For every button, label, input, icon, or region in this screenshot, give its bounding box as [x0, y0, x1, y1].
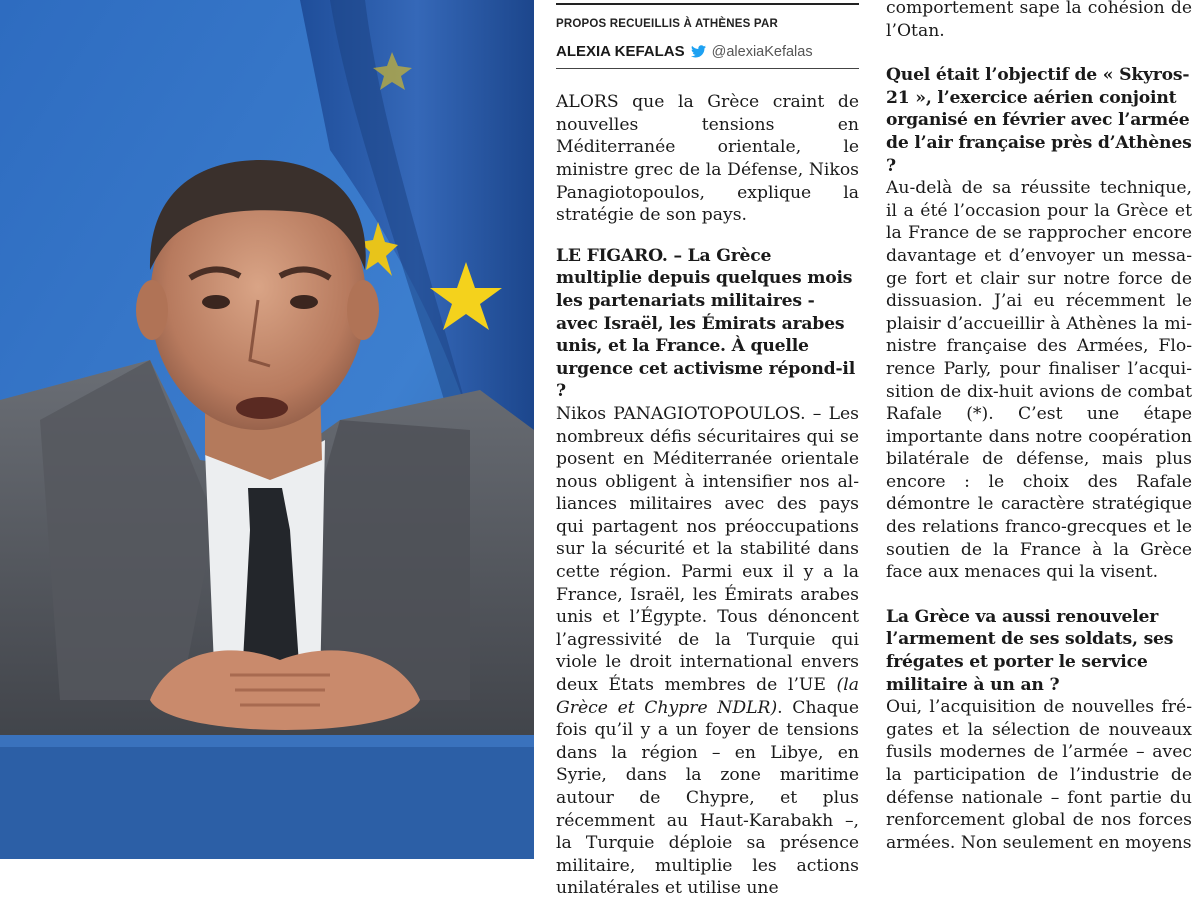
- answer-2: Au-delà de sa réussite technique, il a été l’occasion pour la Grèce et la France de se rapprocher encore davantage et d’envoyer un message fort et clair sur notre force de dissuasion. J’ai eu récemment le plaisir d’accueillir à Athènes la ministre française des Armées, Florence Parly, pour finaliser l’acquisition de dix-huit avions de combat Rafale (*). C’est une étape importante dans notre coopération bilatérale de défense, mais plus encore : le choix des Rafale démontre le caractère stratégique des relations franco-grecques et le soutien de la France à la Grèce face aux menaces qui la visent.: [886, 178, 1192, 583]
- author-handle[interactable]: @alexiaKefalas: [711, 43, 813, 60]
- question-1: LE FIGARO. – La Grèce multiplie depuis quelques mois les partenariats militaires - avec Israël, les Émirats arabes unis, et la France. À quelle urgence cet activisme répond-il ?: [556, 245, 856, 402]
- byline-author: [556, 41, 859, 70]
- answer-1-speaker: Nikos PANAGIOTOPOULOS.: [556, 403, 806, 424]
- intro-lead: ALORS: [556, 92, 619, 113]
- question-2: Quel était l’objectif de « Skyros-21 », l’exercice aérien conjoint organisé en février avec l’armée de l’air française près d’Athènes ?: [886, 65, 1192, 176]
- twitter-icon: [691, 45, 706, 58]
- byline-kicker: PROPOS RECUEILLIS À ATHÈNES PAR: [556, 18, 778, 30]
- byline-rule: [556, 3, 859, 5]
- article-photo: [0, 0, 534, 859]
- article-column-2: [886, 0, 1192, 859]
- minister-photo-illustration: [0, 0, 534, 859]
- answer-1-italic: (la Grèce et Chypre NDLR): [556, 675, 859, 718]
- intro-paragraph: [556, 91, 859, 227]
- author-name: ALEXIA KEFALAS: [556, 42, 685, 60]
- column-2-top-fragment: comportement sape la cohésion de l’Otan.: [886, 0, 1192, 41]
- answer-3: Oui, l’acquisition de nouvelles frégates et la sélection de nouveaux fusils modernes de l’armée – avec la participation de l’industrie de défense nationale – font partie du renforcement global de nos forces armées. Non seulement en moyens: [886, 697, 1192, 853]
- answer-1: [556, 403, 859, 900]
- article-column-1: [556, 0, 860, 899]
- mouth: [236, 397, 288, 419]
- table: [0, 735, 534, 859]
- intro-text: que la Grèce craint de nouvelles tensions en Méditerranée orientale, le ministre grec de la Défense, Nikos Panagiotopoulos, explique la stratégie de son pays.: [556, 92, 859, 226]
- question-3: La Grèce va aussi renouveler l’armement de ses soldats, ses frégates et porter le service militaire à un an ?: [886, 606, 1174, 695]
- answer-1-part1: – Les nombreux défis sécuritaires qui se posent en Méditerranée orientale nous obligent à intensifier nos alliances militaires avec des pays qui partagent nos préoccupations sur la sécurité et la stabilité dans cette région. Parmi eux il y a la France, Israël, les Émirats arabes unis et l’Égypte. Tous dénoncent l’agressivité de la Turquie qui viole le droit international envers deux États membres de l’UE: [556, 403, 859, 696]
- answer-1-part2: . Chaque fois qu’il y a un foyer de tensions dans la région – en Libye, en Syrie, dans la zone maritime autour de Chypre, et plus récemment au Haut-Karabakh –, la Turquie déploie sa présence militaire, multiplie les actions unilatérales et utilise une: [556, 697, 860, 899]
